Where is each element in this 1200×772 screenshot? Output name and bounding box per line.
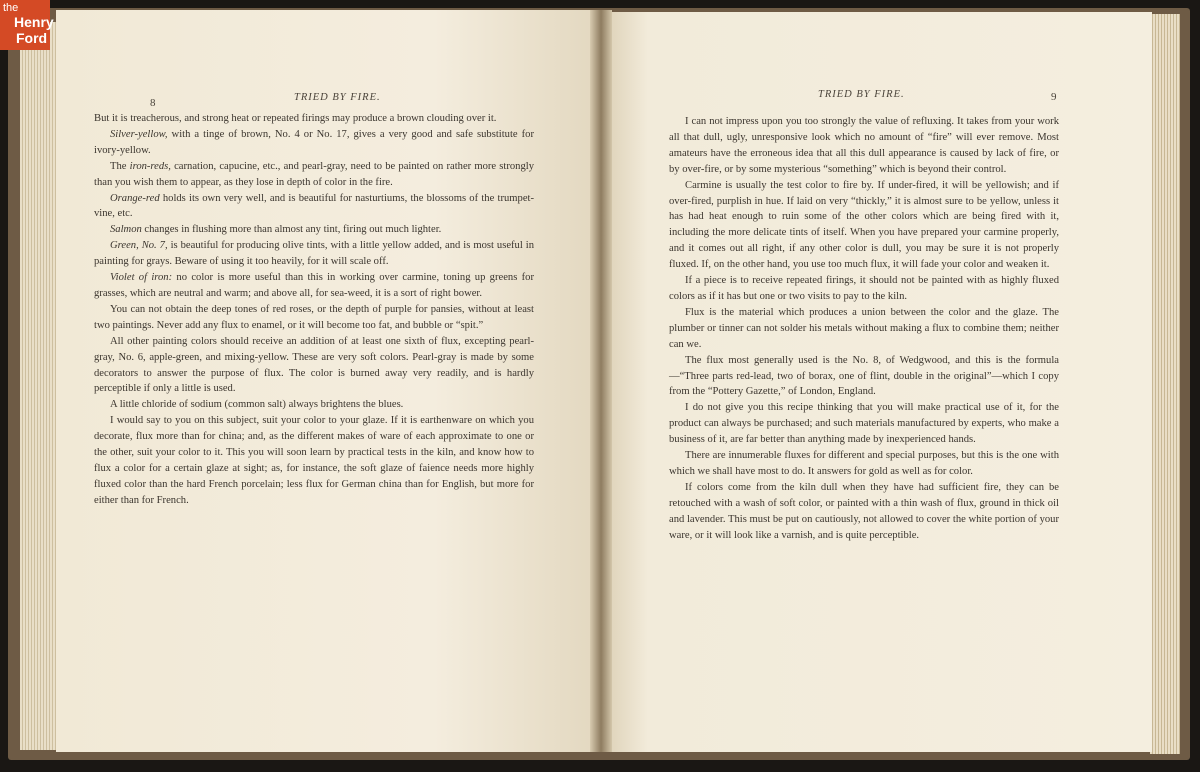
paragraph: I do not give you this recipe thinking that you will make practical use of it, for the product can always be purchased; and such materials manufactured by experts, who make a business of it, are far better than anything made by inexperienced hands. bbox=[669, 402, 1059, 446]
paragraph: The flux most generally used is the No. 8, of Wedgwood, and this is the formula—“Three parts red-lead, two of borax, one of flint, double in the original”—which I copy from the “Pottery Gazette,” of London, England. bbox=[669, 354, 1059, 398]
paragraph: I can not impress upon you too strongly the value of refluxing. It takes from your work all that dull, ugly, unresponsive look which no amount of “fire” will ever remove. Most amateurs have the erroneous idea that all this dull appearance is caused by lack of fire, or by over-fire, or by some mysterious “something” which is beyond their control. bbox=[669, 116, 1059, 175]
henry-ford-logo bbox=[0, 0, 54, 50]
paragraph: Silver-yellow, with a tinge of brown, No. 4 or No. 17, gives a very good and safe substitute for ivory-yellow. bbox=[94, 128, 534, 156]
left-page-number: 8 bbox=[150, 97, 156, 109]
paragraph: A little chloride of sodium (common salt) always brightens the blues. bbox=[110, 399, 404, 411]
paragraph: Carmine is usually the test color to fire by. If under-fired, it will be yellowish; and if over-fired, purplish in hue. If laid on very “thickly,” it is almost sure to be yellow, unless it has had heat enough to ruin some of the other colors which are being fired with it, including the more delicate tints of itself. When you have prepared your carmine properly, and it comes out all right, if any other color is dull, you may be sure it is not properly fluxed. If, on the other hand, you use too much flux, it will fade your color and weaken it. bbox=[669, 179, 1059, 271]
paragraph: Salmon changes in flushing more than almost any tint, firing out much lighter. bbox=[110, 224, 442, 236]
book-gutter bbox=[590, 10, 612, 752]
left-page-text bbox=[94, 111, 534, 509]
paragraph: The iron-reds, carnation, capucine, etc., and pearl-gray, need to be painted on rather more strongly than you wish them to appear, as they lose in depth of color in the fire. bbox=[94, 160, 535, 188]
logo-line-3: Ford bbox=[16, 30, 48, 46]
page-edges-left bbox=[20, 22, 56, 750]
paragraph: If a piece is to receive repeated firings, it should not be painted with as highly fluxed colors as if it has but one or two visits to pay to the kiln. bbox=[669, 275, 1059, 302]
logo-line-1: the bbox=[3, 2, 19, 14]
logo-line-2: Henry bbox=[14, 14, 54, 30]
paragraph: There are innumerable fluxes for different and special purposes, but this is the one with which we shall have most to do. It answers for gold as well as for color. bbox=[669, 450, 1059, 477]
paragraph: Green, No. 7, is beautiful for producing olive tints, with a little yellow added, and is most useful in painting for grays. Beware of using it too heavily, for it will scale off. bbox=[94, 240, 534, 268]
page-edges-right bbox=[1150, 14, 1180, 754]
right-running-head: TRIED BY FIRE. bbox=[818, 89, 905, 100]
paragraph: If colors come from the kiln dull when they have had sufficient fire, they can be retouched with a wash of soft color, or painted with a thin wash of flux, ground in thick oil and lavender. This must be put on cautiously, not allowed to cover the white portion of your ware, or it will look like a varnish, and is quite perceptible. bbox=[669, 481, 1059, 541]
paragraph: Orange-red holds its own very well, and is beautiful for nasturtiums, the blossoms of the trumpet-vine, etc. bbox=[94, 192, 534, 220]
paragraph: All other painting colors should receive an addition of at least one sixth of flux, excepting pearl-gray, No. 6, apple-green, and mixing-yellow. These are very soft colors. Pearl-gray is made by some decorators to answer the purpose of flux. The color is burned away very readily, and is hardly perceptible if only a little is used. bbox=[94, 335, 534, 395]
paragraph: I would say to you on this subject, suit your color to your glaze. If it is earthenware on which you decorate, flux more than for china; and, as the different makes of ware of each approximate to one or the other, suit your color to it. This you will soon learn by practical tests in the kiln, and know how to flux a color for a certain glaze at sight; as, for instance, the soft glaze of faience needs more highly fluxed color than the hard French porcelain; less flux for German china than for English, but more for either than for French. bbox=[94, 415, 534, 506]
right-page-text bbox=[669, 114, 1059, 543]
paragraph: Violet of iron: no color is more useful than this in working over carmine, toning up greens for grasses, which are neutral and warm; and above all, for sea-weed, it is a sort of right bower. bbox=[94, 272, 534, 299]
paragraph: You can not obtain the deep tones of red roses, or the depth of purple for pansies, without at least two paintings. Never add any flux to enamel, or it will become too fat, and bubble or “spit.” bbox=[94, 303, 534, 331]
paragraph: Flux is the material which produces a union between the color and the glaze. The plumber or tinner can not solder his metals without making a flux to combine them; neither can we. bbox=[669, 306, 1059, 350]
paragraph: But it is treacherous, and strong heat or repeated firings may produce a brown clouding over it. bbox=[94, 113, 497, 124]
right-page-number: 9 bbox=[1051, 91, 1057, 103]
left-running-head: TRIED BY FIRE. bbox=[294, 92, 381, 103]
